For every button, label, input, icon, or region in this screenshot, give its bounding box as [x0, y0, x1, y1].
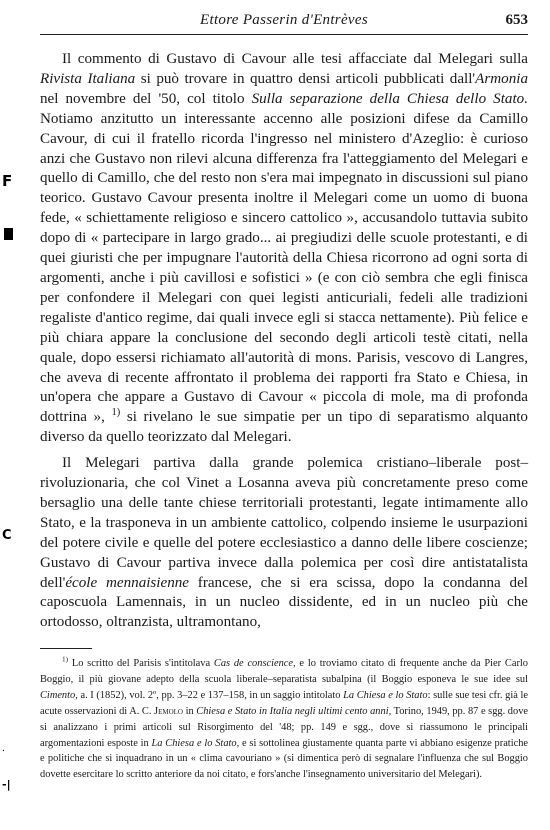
running-title: Ettore Passerin d'Entrèves	[200, 12, 368, 28]
italic-title: Cas de conscience,	[213, 658, 296, 669]
footnote-mark: 1)	[62, 655, 69, 664]
text-span: francese, che si era scissa, dopo la condanna del caposcuola Lamennais, in un nucleo dissidente, ed in un nucleo più che ortodosso, oltranzista, ultramontano,	[40, 574, 528, 631]
italic-title: Cimento,	[40, 689, 78, 701]
text-span: si rivelano le sue simpatie per un tipo di separatismo alquanto diverso da quello teorizzato dal Melegari.	[40, 409, 528, 446]
paragraph-2	[40, 454, 528, 633]
margin-mark-bar: -|	[2, 778, 11, 791]
text-span: a. I (1852), vol. 2º, pp. 3–22 e 137–158, in un saggio intitolato	[77, 689, 344, 701]
text-span: e si sottolinea giustamente quanta parte vi abbiano esigenze pratiche e politiche che si inquadrano in un « clima cavouriano » (si dimentica però di segnalare l'influenza che sul Boggio dovette esercitare lo scritto anteriore da noi citato, e fors'anche l'insegnamento universitario del Melegari).	[40, 737, 528, 781]
text-span: e lo troviamo citato di frequente anche da Pier Carlo Boggio, il più giovane adepto della scuola liberale–separatista subalpina (il Boggio esponeva le sue idee sul	[40, 658, 528, 685]
text-span: Lo scritto del Parisis s'intitolava	[68, 658, 214, 669]
margin-mark-block	[4, 228, 13, 240]
italic-title: Armonia	[475, 70, 528, 87]
author-name: Jemolo	[154, 705, 183, 717]
text-span: Torino, 1949, pp. 87 e sgg. dove si analizzano i primi articoli sul Risorgimento del '48; pp. 149 e sgg., dove si riassumono le principali argomentazioni esposte in	[40, 705, 529, 749]
page-number: 653	[505, 12, 528, 28]
text-span: Il commento di Gustavo di Cavour alle tesi affacciate dal Melegari sulla	[62, 51, 528, 67]
running-header	[40, 12, 528, 35]
italic-title: La Chiesa e lo Stato	[343, 689, 428, 701]
text-span: : sulle sue tesi cfr. già le acute osservazioni di A. C.	[40, 689, 528, 717]
main-text	[40, 50, 528, 633]
italic-term: école mennaisienne	[65, 574, 189, 591]
footnote	[40, 656, 528, 783]
text-span: Il Melegari partiva dalla grande polemica cristiano–liberale post–rivoluzionaria, che col Vinet a Losanna aveva più concretamente preso come bersaglio una delle tante chiese territoriali protestanti, legate intimamente allo Stato, e la trasponeva in un ambiente cattolico, colpendo insieme le usurpazioni del potere civile e quelle del potere ecclesiastico a danno delle libere coscienze; Gustavo di Cavour partiva invece dalla polemica per così dire antistatalista dell'	[40, 455, 528, 591]
italic-title: La Chiesa e lo Stato,	[151, 737, 240, 749]
footnote-reference: 1)	[111, 407, 121, 419]
italic-title: Sulla separazione della Chiesa dello Stato.	[251, 90, 528, 107]
text-span: in	[182, 705, 197, 717]
margin-mark-dot: ·	[2, 746, 6, 757]
italic-title: Chiesa e Stato in Italia negli ultimi cento anni,	[196, 705, 392, 717]
footnote-1	[40, 656, 528, 783]
text-span: Notiamo anzitutto un interessante accenno alle posizioni difese da Camillo Cavour, di cui il fratello ricorda l'ingresso nel ministero d'Azeglio: è curioso anzi che Gustavo non rilevi alcuna differenza fra l'atteggiamento del Melegari e quello di Camillo, che del resto non s'era mai impegnato in discussioni sul piano teorico. Gustavo Cavour presenta inoltre il Melegari come un uomo di buona fede, « schiettamente religioso e sincero cattolico », accusandolo tuttavia subito dopo di « partecipare in largo grado... ai pregiudizi delle scuole protestanti, e di quei giuristi che per impugnare l'autorità della Chiesa ricorrono ad ogni sorta di argomenti, anche i più cavillosi e sofistici » (e con ciò sembra che egli finisca per confondere il Melegari con quei legisti anticuriali, fedeli alle tradizioni regaliste d'antico regime, dai quali invece egli si stacca nettamente). Più felice e più chiara appare la conclusione del secondo degli articoli testè citati, nella quale, dopo essersi richiamato all'autorità di mons. Parisis, vescovo di Langres, che aveva di recente affrontato il problema dei rapporti fra Stato e Chiesa, in un'opera che appare a Gustavo di Cavour « piccola di mole, ma di profonda dottrina »,	[40, 110, 528, 426]
paragraph-1	[40, 50, 528, 448]
margin-mark-f: F	[2, 172, 13, 190]
text-span: nel novembre del '50, col titolo	[40, 90, 252, 107]
text-span: si può trovare in quattro densi articoli pubblicati dall'	[135, 70, 476, 87]
footnote-separator	[40, 648, 92, 649]
italic-title: Rivista Italiana	[40, 70, 136, 87]
margin-mark-c: C	[2, 528, 12, 543]
